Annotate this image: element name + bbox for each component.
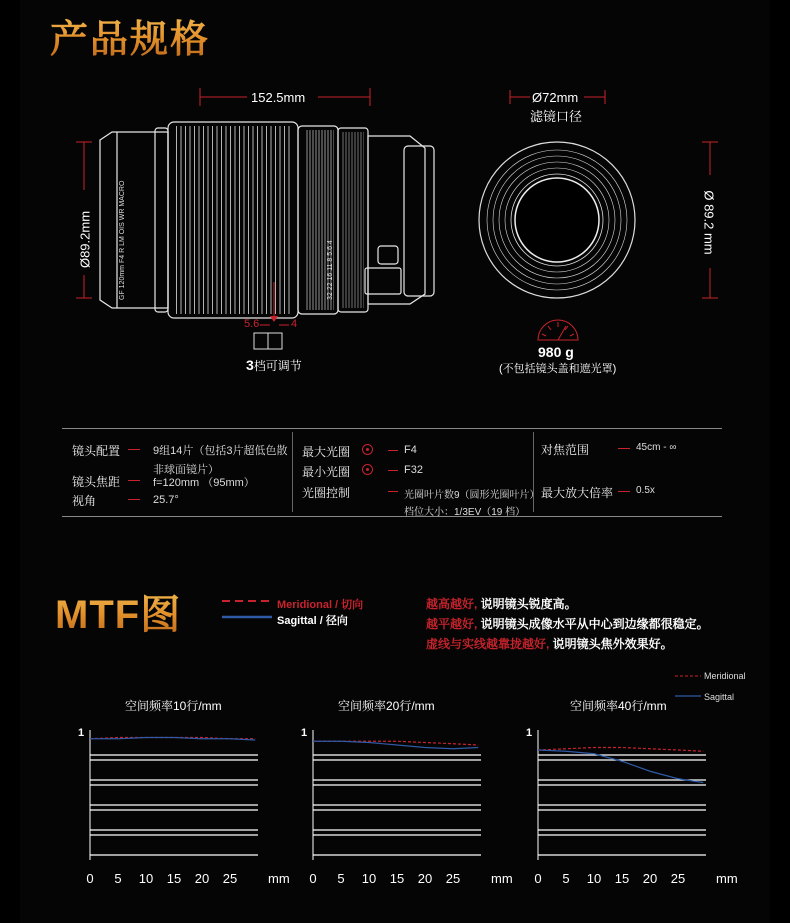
small-legend-meridional: Meridional: [704, 671, 746, 681]
lens-config-value-line1: 9组14片（包括3片超低色散: [153, 445, 288, 457]
max-aperture-label: 最大光圈: [302, 445, 351, 459]
x-tick-label: 5: [337, 871, 345, 886]
angle-label: 视角: [72, 494, 97, 508]
x-tick-label: 20: [642, 871, 658, 886]
lens-config-label: 镜头配置: [72, 444, 121, 458]
page-title: 产品规格: [50, 8, 210, 63]
min-aperture-value: F32: [404, 464, 423, 476]
spec-dash: [388, 491, 398, 492]
x-tick-label: 25: [445, 871, 461, 886]
sagittal-line: [313, 741, 478, 749]
svg-text:32 22 16 11 8 5.6 4: 32 22 16 11 8 5.6 4: [327, 240, 334, 300]
x-tick-label: 15: [166, 871, 182, 886]
x-tick-label: 0: [309, 871, 317, 886]
lens-diagram: [0, 0, 790, 420]
adjust-caption: [246, 357, 302, 374]
small-legend-sagittal: Sagittal: [704, 692, 735, 702]
x-tick-label: 10: [361, 871, 377, 886]
aperture-range-right: 4: [291, 318, 298, 330]
legend-sagittal: Sagittal / 径向: [277, 615, 348, 627]
x-axis-label: mm: [716, 871, 738, 886]
sagittal-line: [90, 738, 255, 741]
weight-value: 980 g: [538, 344, 574, 360]
length-label: 152.5mm: [251, 90, 306, 105]
x-tick-label: 25: [670, 871, 686, 886]
x-tick-label: 25: [222, 871, 238, 886]
mtf-notes: [426, 594, 709, 654]
mtf-chart-1: [60, 690, 300, 890]
chart-title: 空间频率20行/mm: [338, 699, 435, 713]
spec-dash: [128, 499, 140, 500]
x-tick-label: 5: [562, 871, 570, 886]
spec-dash: [388, 450, 398, 451]
focal-value: f=120mm （95mm）: [153, 477, 255, 489]
spec-dash: [618, 448, 630, 449]
magnification-label: 最大放大倍率: [541, 486, 614, 500]
min-aperture-label: 最小光圈: [302, 465, 351, 479]
x-tick-label: 10: [586, 871, 602, 886]
mtf-chart-3: [508, 690, 748, 890]
left-diameter-label: Ø89.2mm: [77, 210, 93, 269]
y-tick-label: 1: [526, 727, 533, 739]
spec-dash: [128, 449, 140, 450]
aperture-icon: [362, 464, 373, 475]
mtf-legend-lines: [222, 594, 282, 624]
spec-dash: [128, 480, 140, 481]
mtf-chart-2: [283, 690, 523, 890]
aperture-control-label: 光圈控制: [302, 486, 351, 500]
x-tick-label: 5: [114, 871, 122, 886]
chart-title: 空间频率40行/mm: [570, 699, 667, 713]
y-tick-label: 1: [301, 727, 308, 739]
x-tick-label: 10: [138, 871, 154, 886]
x-tick-label: 0: [534, 871, 542, 886]
x-axis-label: mm: [491, 871, 513, 886]
x-tick-label: 20: [194, 871, 210, 886]
x-axis-label: mm: [268, 871, 290, 886]
specs-divider-1: [292, 432, 293, 512]
mtf-title: MTF图: [55, 583, 181, 640]
x-tick-label: 15: [389, 871, 405, 886]
y-tick-label: 1: [78, 727, 85, 739]
focal-label: 镜头焦距: [72, 475, 121, 489]
lens-config-value: [153, 442, 287, 477]
aperture-control-line1: 光圈叶片数9（圆形光圈叶片）: [404, 490, 540, 501]
legend-meridional: Meridional / 切向: [277, 599, 364, 611]
magnification-value: 0.5x: [636, 485, 655, 496]
filter-caption: 滤镜口径: [530, 109, 583, 124]
angle-value: 25.7°: [153, 494, 179, 506]
x-tick-label: 0: [86, 871, 94, 886]
filter-size-label: Ø72mm: [532, 90, 579, 105]
focus-range-value: 45cm - ∞: [636, 442, 677, 453]
aperture-control-value: [404, 486, 540, 518]
right-diameter-label: Ø 89.2 mm: [701, 190, 717, 255]
max-aperture-value: F4: [404, 444, 417, 456]
aperture-range-left: 5.6: [244, 318, 260, 330]
spec-dash: [388, 470, 398, 471]
weight-note: (不包括镜头盖和遮光罩): [499, 363, 617, 375]
svg-text:GF 120mm F4 R LM OIS WR MACRO: GF 120mm F4 R LM OIS WR MACRO: [119, 180, 126, 300]
spec-dash: [618, 491, 630, 492]
adjust-text: 档可调节: [253, 359, 302, 373]
x-tick-label: 20: [417, 871, 433, 886]
mtf-note-3: 虚线与实线越靠拢越好, 说明镜头焦外效果好。: [426, 637, 673, 651]
aperture-icon: [362, 444, 373, 455]
x-tick-label: 15: [614, 871, 630, 886]
mtf-note-2: 越平越好, 说明镜头成像水平从中心到边缘都很稳定。: [426, 617, 709, 631]
adjust-steps: 3: [246, 357, 254, 373]
specs-bottom-rule: [62, 516, 722, 517]
specs-top-rule: [62, 428, 722, 429]
chart-title: 空间频率10行/mm: [125, 699, 222, 713]
mtf-note-1: 越高越好, 说明镜头锐度高。: [426, 597, 577, 611]
scale-icon: [538, 320, 578, 340]
lens-config-value-line2: 非球面镜片）: [153, 464, 219, 476]
aperture-control-line2: 档位大小：1/3EV（19 档）: [404, 507, 526, 518]
focus-range-label: 对焦范围: [541, 443, 590, 457]
